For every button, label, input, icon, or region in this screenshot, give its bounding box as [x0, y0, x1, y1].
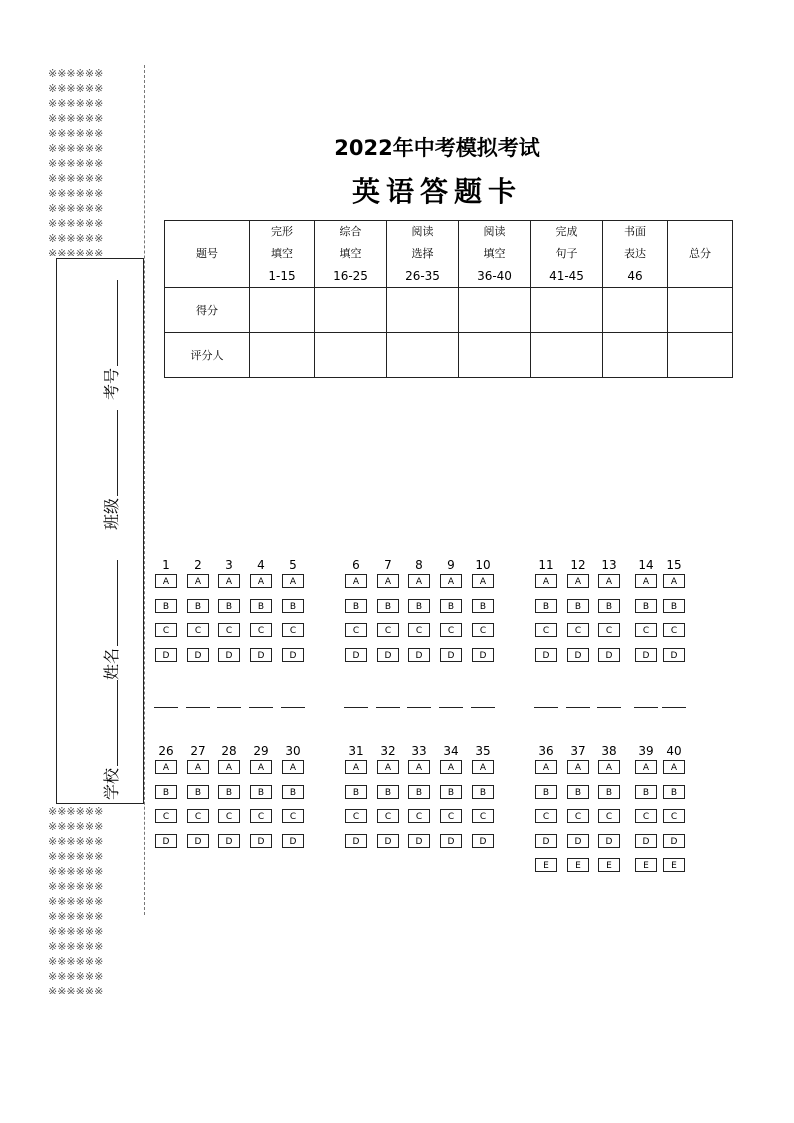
answer-bubble[interactable]: C: [440, 623, 462, 637]
answer-blank-line[interactable]: [534, 707, 558, 708]
answer-blank-line[interactable]: [249, 707, 273, 708]
score-cell[interactable]: [459, 288, 531, 333]
answer-bubble[interactable]: D: [155, 834, 177, 848]
answer-bubble[interactable]: C: [408, 623, 430, 637]
field-class[interactable]: 班级: [100, 410, 120, 530]
score-header-cell: [165, 221, 250, 288]
answer-bubble[interactable]: B: [377, 785, 399, 799]
decorative-pattern-top: ※※※※※※ ※※※※※※ ※※※※※※ ※※※※※※ ※※※※※※ ※※※※※※ ※※※※※※ ※※※※※※ ※※※※※※ ※※※※※※ ※※※※※※ ※※※※※※ ※※※※※※: [48, 67, 104, 256]
answer-bubble[interactable]: C: [250, 623, 272, 637]
field-exam-number[interactable]: 考号: [100, 280, 120, 400]
score-header-text: 46: [627, 269, 643, 283]
answer-bubble[interactable]: A: [408, 760, 430, 774]
answer-blank-line[interactable]: [217, 707, 241, 708]
answer-bubble[interactable]: D: [155, 648, 177, 662]
answer-bubble[interactable]: C: [567, 623, 589, 637]
answer-bubble[interactable]: A: [663, 760, 685, 774]
question-number: 26: [158, 744, 174, 758]
answer-bubble[interactable]: B: [155, 599, 177, 613]
score-header-text: 16-25: [333, 269, 368, 283]
answer-bubble[interactable]: D: [663, 834, 685, 848]
answer-bubble[interactable]: C: [345, 623, 367, 637]
answer-bubble[interactable]: B: [635, 785, 657, 799]
question-number: 8: [415, 558, 423, 572]
score-cell[interactable]: [315, 333, 387, 378]
score-cell[interactable]: [250, 288, 315, 333]
score-header-cell: [387, 221, 459, 288]
answer-bubble[interactable]: B: [440, 599, 462, 613]
answer-bubble[interactable]: C: [155, 809, 177, 823]
answer-bubble[interactable]: A: [187, 574, 209, 588]
answer-bubble[interactable]: D: [250, 648, 272, 662]
score-header-cell: [315, 221, 387, 288]
answer-bubble[interactable]: C: [408, 809, 430, 823]
answer-bubble[interactable]: B: [663, 785, 685, 799]
answer-bubble[interactable]: C: [250, 809, 272, 823]
score-header-cell: [250, 221, 315, 288]
score-header-text: 阅读: [411, 225, 434, 238]
answer-bubble[interactable]: C: [472, 623, 494, 637]
answer-blank-line[interactable]: [566, 707, 590, 708]
answer-bubble[interactable]: C: [663, 623, 685, 637]
card-title: 英语答题卡: [351, 175, 522, 208]
answer-blank-line[interactable]: [662, 707, 686, 708]
answer-bubble[interactable]: D: [472, 834, 494, 848]
answer-bubble[interactable]: A: [567, 760, 589, 774]
answer-bubble[interactable]: E: [663, 858, 685, 872]
question-number: 37: [570, 744, 586, 758]
answer-blank-line[interactable]: [281, 707, 305, 708]
decorative-pattern-bottom: ※※※※※※ ※※※※※※ ※※※※※※ ※※※※※※ ※※※※※※ ※※※※※※ ※※※※※※ ※※※※※※ ※※※※※※ ※※※※※※ ※※※※※※ ※※※※※※ ※※※※※※: [48, 805, 104, 994]
answer-blank-line[interactable]: [154, 707, 178, 708]
answer-bubble[interactable]: B: [187, 785, 209, 799]
answer-blank-line[interactable]: [634, 707, 658, 708]
answer-bubble[interactable]: A: [218, 574, 240, 588]
question-number: 39: [638, 744, 654, 758]
answer-bubble[interactable]: A: [535, 760, 557, 774]
answer-bubble[interactable]: B: [250, 785, 272, 799]
question-number: 28: [221, 744, 237, 758]
answer-bubble[interactable]: C: [598, 623, 620, 637]
answer-bubble[interactable]: A: [250, 760, 272, 774]
answer-bubble[interactable]: D: [567, 834, 589, 848]
answer-blank-line[interactable]: [376, 707, 400, 708]
answer-bubble[interactable]: A: [598, 574, 620, 588]
answer-bubble[interactable]: B: [155, 785, 177, 799]
answer-bubble[interactable]: C: [635, 809, 657, 823]
score-header-text: 书面: [624, 225, 646, 238]
answer-bubble[interactable]: C: [663, 809, 685, 823]
answer-bubble[interactable]: A: [187, 760, 209, 774]
answer-bubble[interactable]: A: [535, 574, 557, 588]
answer-bubble[interactable]: A: [345, 574, 367, 588]
answer-bubble[interactable]: D: [635, 648, 657, 662]
answer-bubble[interactable]: A: [377, 574, 399, 588]
question-number: 34: [443, 744, 459, 758]
answer-bubble[interactable]: B: [187, 599, 209, 613]
question-number: 36: [538, 744, 554, 758]
answer-bubble[interactable]: B: [535, 785, 557, 799]
answer-bubble[interactable]: C: [440, 809, 462, 823]
answer-bubble[interactable]: D: [282, 834, 304, 848]
answer-bubble[interactable]: A: [155, 574, 177, 588]
answer-blank-line[interactable]: [439, 707, 463, 708]
answer-bubble[interactable]: C: [472, 809, 494, 823]
answer-bubble[interactable]: B: [377, 599, 399, 613]
answer-bubble[interactable]: A: [408, 574, 430, 588]
score-row-label: 评分人: [165, 333, 250, 378]
answer-bubble[interactable]: B: [567, 599, 589, 613]
question-number: 5: [289, 558, 297, 572]
answer-bubble[interactable]: C: [598, 809, 620, 823]
question-number: 29: [253, 744, 269, 758]
answer-bubble[interactable]: A: [377, 760, 399, 774]
answer-bubble[interactable]: A: [472, 760, 494, 774]
score-cell[interactable]: [387, 333, 459, 378]
score-header-text: 阅读: [483, 225, 506, 238]
answer-bubble[interactable]: D: [218, 834, 240, 848]
answer-bubble[interactable]: D: [345, 648, 367, 662]
answer-bubble[interactable]: A: [598, 760, 620, 774]
score-cell[interactable]: [531, 333, 603, 378]
score-header-text: 完成: [555, 225, 578, 238]
field-name[interactable]: 姓名: [100, 560, 120, 680]
score-header-text: 36-40: [477, 269, 512, 283]
answer-bubble[interactable]: A: [472, 574, 494, 588]
score-cell[interactable]: [315, 288, 387, 333]
answer-bubble[interactable]: D: [567, 648, 589, 662]
answer-bubble[interactable]: A: [440, 760, 462, 774]
question-number: 10: [475, 558, 491, 572]
score-header-text: 选择: [411, 247, 434, 260]
answer-bubble[interactable]: C: [187, 623, 209, 637]
answer-bubble[interactable]: C: [377, 623, 399, 637]
answer-bubble[interactable]: D: [663, 648, 685, 662]
answer-bubble[interactable]: C: [282, 809, 304, 823]
answer-bubble[interactable]: D: [377, 834, 399, 848]
answer-bubble[interactable]: C: [535, 623, 557, 637]
score-header-text: 1-15: [268, 269, 296, 283]
question-number: 12: [570, 558, 586, 572]
answer-bubble[interactable]: D: [535, 648, 557, 662]
score-header-text: 句子: [555, 247, 578, 260]
answer-bubble[interactable]: A: [345, 760, 367, 774]
answer-bubble[interactable]: B: [472, 785, 494, 799]
answer-bubble[interactable]: A: [282, 574, 304, 588]
score-cell[interactable]: [668, 288, 733, 333]
answer-bubble[interactable]: B: [663, 599, 685, 613]
score-header-cell: [668, 221, 733, 288]
answer-bubble[interactable]: D: [472, 648, 494, 662]
score-header-text: 26-35: [405, 269, 440, 283]
answer-bubble[interactable]: D: [598, 648, 620, 662]
answer-bubble[interactable]: B: [598, 785, 620, 799]
answer-bubble[interactable]: A: [282, 760, 304, 774]
answer-bubble[interactable]: B: [282, 785, 304, 799]
score-cell[interactable]: [459, 333, 531, 378]
question-number: 27: [190, 744, 206, 758]
answer-bubble[interactable]: E: [635, 858, 657, 872]
answer-bubble[interactable]: D: [345, 834, 367, 848]
score-header-text: 表达: [624, 247, 646, 260]
score-row-label: 得分: [165, 288, 250, 333]
answer-bubble[interactable]: B: [218, 599, 240, 613]
answer-bubble[interactable]: B: [408, 785, 430, 799]
answer-blank-line[interactable]: [407, 707, 431, 708]
answer-bubble[interactable]: D: [440, 834, 462, 848]
answer-bubble[interactable]: A: [155, 760, 177, 774]
answer-bubble[interactable]: A: [250, 574, 272, 588]
answer-bubble[interactable]: C: [155, 623, 177, 637]
answer-bubble[interactable]: E: [535, 858, 557, 872]
answer-bubble[interactable]: B: [408, 599, 430, 613]
answer-bubble[interactable]: C: [218, 623, 240, 637]
score-cell[interactable]: [603, 288, 668, 333]
score-cell[interactable]: [250, 333, 315, 378]
answer-bubble[interactable]: C: [377, 809, 399, 823]
answer-bubble[interactable]: B: [598, 599, 620, 613]
answer-bubble[interactable]: D: [377, 648, 399, 662]
question-number: 1: [162, 558, 170, 572]
question-number: 38: [601, 744, 617, 758]
answer-bubble[interactable]: D: [440, 648, 462, 662]
answer-bubble[interactable]: B: [218, 785, 240, 799]
score-header-text: 41-45: [549, 269, 584, 283]
answer-bubble[interactable]: A: [635, 574, 657, 588]
answer-blank-line[interactable]: [186, 707, 210, 708]
answer-bubble[interactable]: C: [567, 809, 589, 823]
question-number: 15: [666, 558, 682, 572]
question-number: 3: [225, 558, 233, 572]
answer-bubble[interactable]: B: [567, 785, 589, 799]
question-number: 32: [380, 744, 396, 758]
question-number: 14: [638, 558, 654, 572]
answer-bubble[interactable]: C: [345, 809, 367, 823]
score-header-text: 填空: [339, 247, 362, 260]
answer-bubble[interactable]: A: [440, 574, 462, 588]
answer-bubble[interactable]: D: [535, 834, 557, 848]
question-number: 40: [666, 744, 682, 758]
answer-bubble[interactable]: A: [218, 760, 240, 774]
answer-bubble[interactable]: D: [250, 834, 272, 848]
question-number: 4: [257, 558, 265, 572]
answer-bubble[interactable]: E: [598, 858, 620, 872]
answer-bubble[interactable]: C: [187, 809, 209, 823]
answer-bubble[interactable]: D: [408, 648, 430, 662]
score-cell[interactable]: [603, 333, 668, 378]
question-number: 13: [601, 558, 617, 572]
question-number: 35: [475, 744, 491, 758]
score-header-text: 完形: [271, 225, 293, 238]
score-header-text: 总分: [689, 247, 711, 260]
question-number: 2: [194, 558, 202, 572]
answer-bubble[interactable]: B: [250, 599, 272, 613]
answer-bubble[interactable]: B: [345, 599, 367, 613]
question-number: 11: [538, 558, 554, 572]
answer-blank-line[interactable]: [597, 707, 621, 708]
answer-bubble[interactable]: A: [663, 574, 685, 588]
answer-bubble[interactable]: B: [535, 599, 557, 613]
answer-bubble[interactable]: C: [282, 623, 304, 637]
question-number: 9: [447, 558, 455, 572]
question-number: 33: [411, 744, 427, 758]
answer-bubble[interactable]: B: [282, 599, 304, 613]
answer-bubble[interactable]: D: [282, 648, 304, 662]
exam-title: 2022年中考模拟考试: [334, 136, 540, 160]
answer-bubble[interactable]: D: [187, 834, 209, 848]
answer-bubble[interactable]: E: [567, 858, 589, 872]
answer-bubble[interactable]: C: [635, 623, 657, 637]
score-cell[interactable]: [668, 333, 733, 378]
answer-bubble[interactable]: B: [440, 785, 462, 799]
question-number: 30: [285, 744, 301, 758]
answer-bubble[interactable]: D: [598, 834, 620, 848]
answer-bubble[interactable]: B: [472, 599, 494, 613]
question-number: 6: [352, 558, 360, 572]
score-header-text: 题号: [196, 247, 218, 260]
score-header-text: 填空: [271, 247, 293, 260]
field-school[interactable]: 学校: [100, 680, 120, 800]
answer-bubble[interactable]: D: [187, 648, 209, 662]
answer-bubble[interactable]: B: [635, 599, 657, 613]
answer-bubble[interactable]: A: [635, 760, 657, 774]
answer-bubble[interactable]: D: [408, 834, 430, 848]
score-header-cell: [603, 221, 668, 288]
score-header-text: 综合: [339, 225, 362, 238]
answer-bubble[interactable]: B: [345, 785, 367, 799]
answer-bubble[interactable]: A: [567, 574, 589, 588]
score-table: [164, 220, 733, 378]
answer-blank-line[interactable]: [344, 707, 368, 708]
question-number: 7: [384, 558, 392, 572]
answer-bubble[interactable]: D: [218, 648, 240, 662]
score-header-cell: [531, 221, 603, 288]
score-cell[interactable]: [387, 288, 459, 333]
score-cell[interactable]: [531, 288, 603, 333]
question-number: 31: [348, 744, 364, 758]
answer-bubble[interactable]: C: [535, 809, 557, 823]
answer-bubble[interactable]: D: [635, 834, 657, 848]
answer-blank-line[interactable]: [471, 707, 495, 708]
score-header-text: 填空: [483, 247, 506, 260]
answer-bubble[interactable]: C: [218, 809, 240, 823]
score-header-cell: [459, 221, 531, 288]
